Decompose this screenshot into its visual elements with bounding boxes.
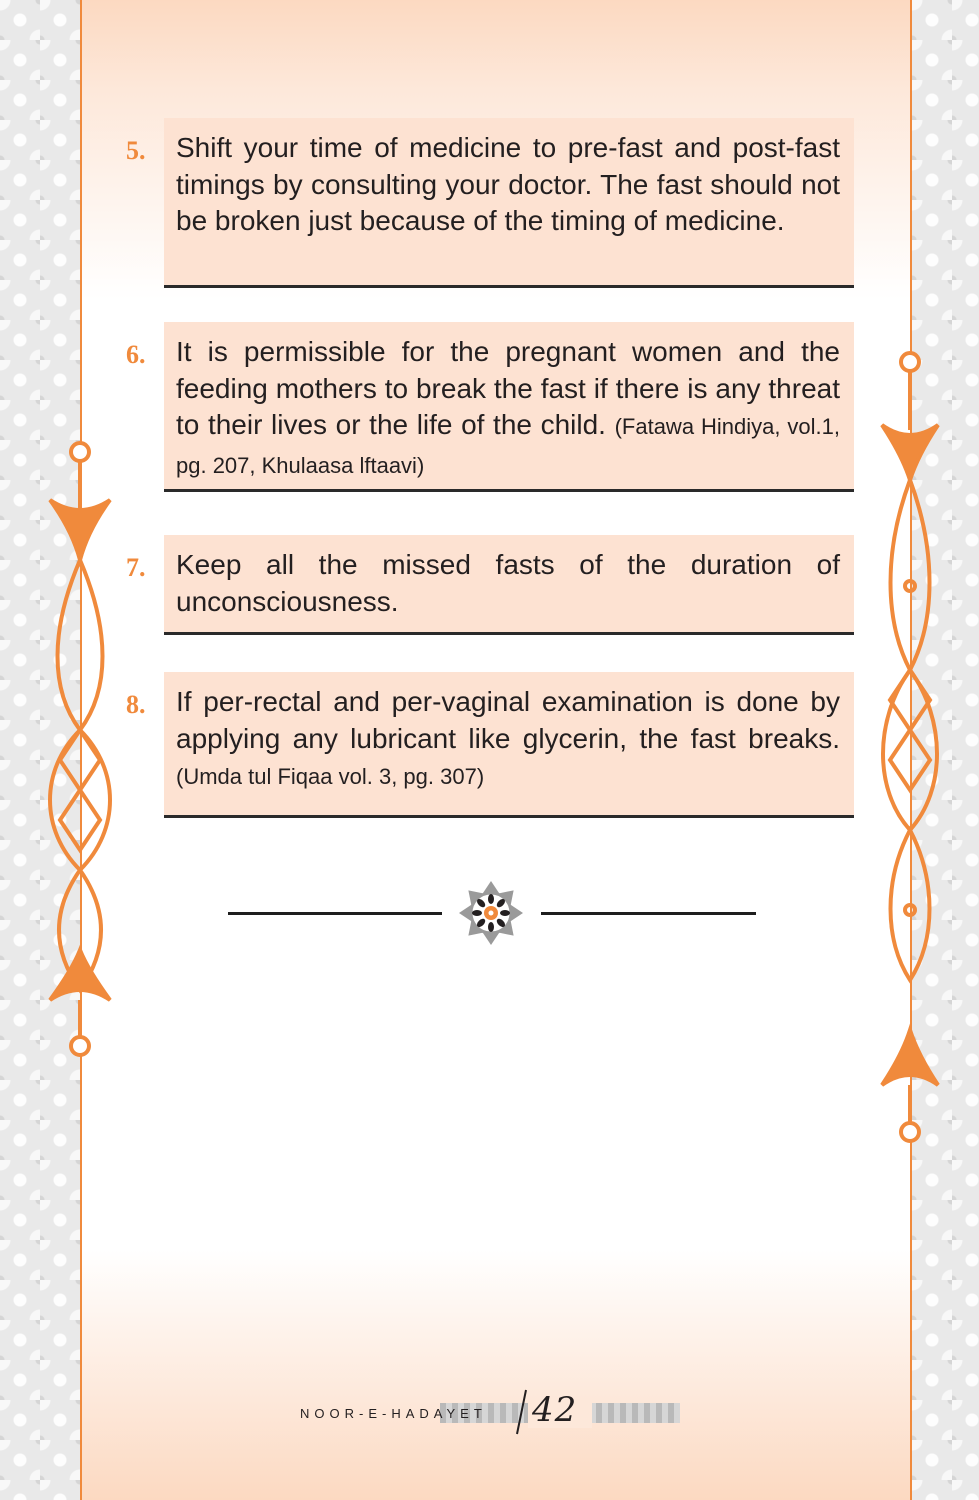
item-body: Shift your time of medicine to pre-fast and post-fast timings by consulting your doctor. The fast should not be broken just because of the timing of medicine. — [176, 132, 840, 236]
item-body: If per-rectal and per-vaginal examination is done by applying any lubricant like glycerin, the fast breaks. — [176, 686, 840, 754]
item-box — [164, 672, 854, 818]
item-box — [164, 118, 854, 288]
item-number: 5. — [126, 136, 146, 165]
item-text — [176, 130, 840, 240]
item-number: 8. — [126, 690, 146, 719]
footer-book-title: NOOR-E-HADAYET — [300, 1406, 487, 1421]
item-body: It is permissible for the pregnant women and the feeding mothers to break the fast if there is any threat to their lives or the life of the child. — [176, 336, 840, 440]
item-box — [164, 535, 854, 635]
item-text — [176, 547, 840, 620]
divider-line-right — [541, 912, 756, 915]
item-reference: (Fatawa Hindiya, vol.1, pg. 207, Khulaasa lftaavi) — [176, 414, 840, 478]
item-reference: (Umda tul Fiqaa vol. 3, pg. 307) — [176, 764, 485, 789]
item-number: 7. — [126, 553, 146, 582]
item-number: 6. — [126, 340, 146, 369]
item-box — [164, 322, 854, 492]
item-text — [176, 684, 840, 796]
flower-emblem-icon — [458, 880, 524, 946]
item-body: Keep all the missed fasts of the duration of unconsciousness. — [176, 549, 840, 617]
right-ornament-icon — [880, 340, 944, 1150]
item-text — [176, 334, 840, 484]
footer-slash-icon — [514, 1388, 528, 1436]
divider-line-left — [228, 912, 442, 915]
left-ornament-icon — [40, 430, 120, 1070]
page-number: 42 — [532, 1390, 578, 1430]
